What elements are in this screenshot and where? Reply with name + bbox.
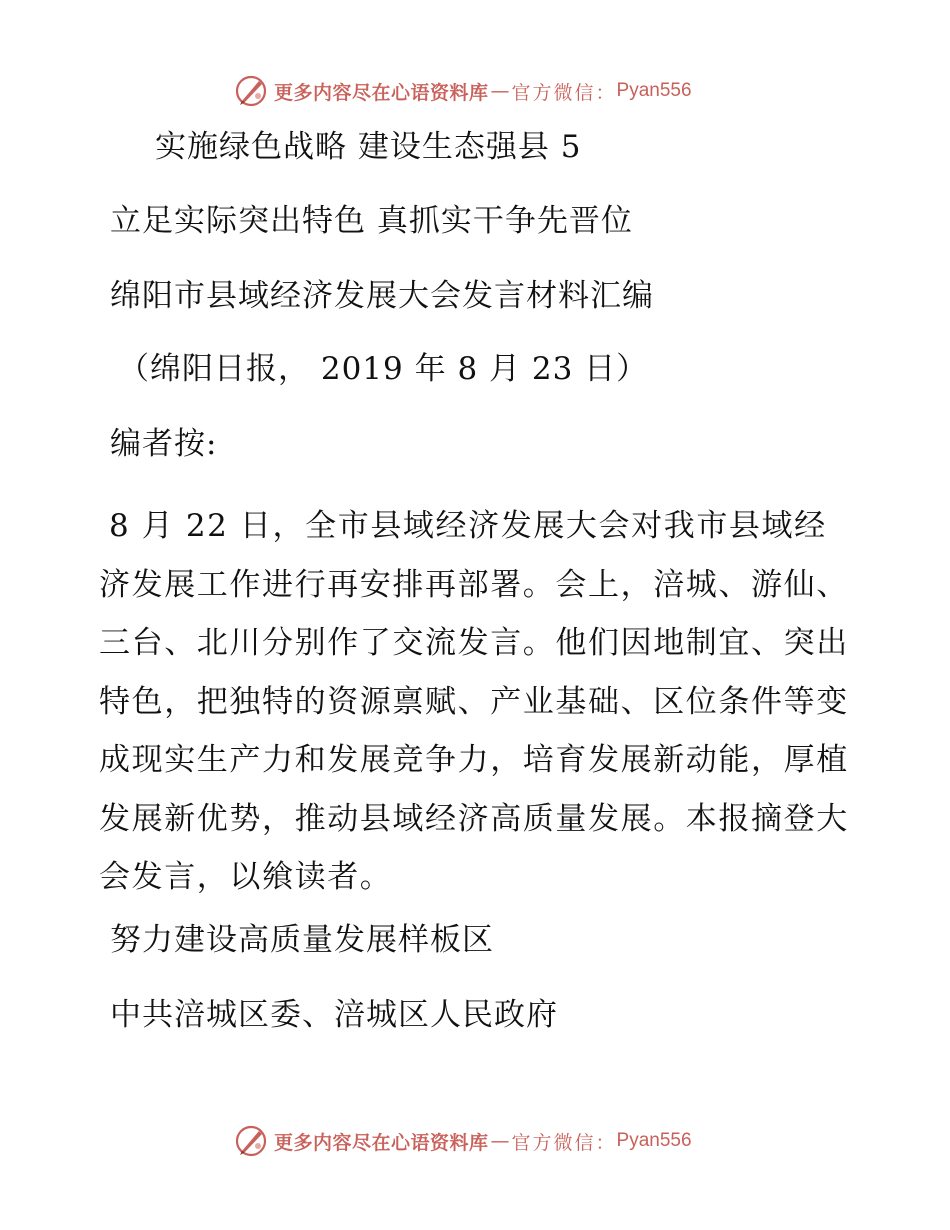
watermark-wechat-id: Pyan556: [616, 80, 692, 101]
watermark-dash: —: [490, 1130, 510, 1152]
heading-line: 实施绿色战略 建设生态强县 5: [155, 129, 582, 165]
watermark-dash: —: [490, 80, 510, 102]
editor-note-body: [99, 497, 859, 907]
footer-watermark: [234, 1124, 692, 1158]
watermark-main-text: 更多内容尽在心语资料库: [274, 1131, 489, 1154]
header-watermark: [234, 74, 692, 108]
quill-pen-in-circle-icon: [234, 74, 268, 108]
source-line: （绵阳日报， 2019 年 8 月 23 日）: [118, 351, 649, 387]
editor-note-text: 8 月 22 日，全市县域经济发展大会对我市县域经济发展工作进行再安排再部署。会上，涪城、游仙、三台、北川分别作了交流发言。他们因地制宜、突出特色，把独特的资源禀赋、产业基础、区位条件等变成现实生产力和发展竞争力，培育发展新动能，厚植发展新优势，推动县域经济高质量发展。本报摘登大会发言，以飨读者。: [99, 508, 849, 895]
quill-pen-in-circle-icon: [234, 1124, 268, 1158]
watermark-wechat-id: Pyan556: [616, 1130, 692, 1151]
watermark-main-text: 更多内容尽在心语资料库: [274, 81, 489, 104]
collection-title: 绵阳市县域经济发展大会发言材料汇编: [110, 278, 654, 314]
editor-note-label: 编者按:: [110, 426, 218, 462]
watermark-wechat-label: 官方微信：: [511, 1131, 617, 1154]
speech-author: 中共涪城区委、涪城区人民政府: [110, 997, 558, 1033]
subtitle-line: 立足实际突出特色 真抓实干争先晋位: [110, 203, 633, 239]
watermark-wechat-label: 官方微信：: [511, 81, 617, 104]
speech-title: 努力建设高质量发展样板区: [110, 922, 494, 958]
